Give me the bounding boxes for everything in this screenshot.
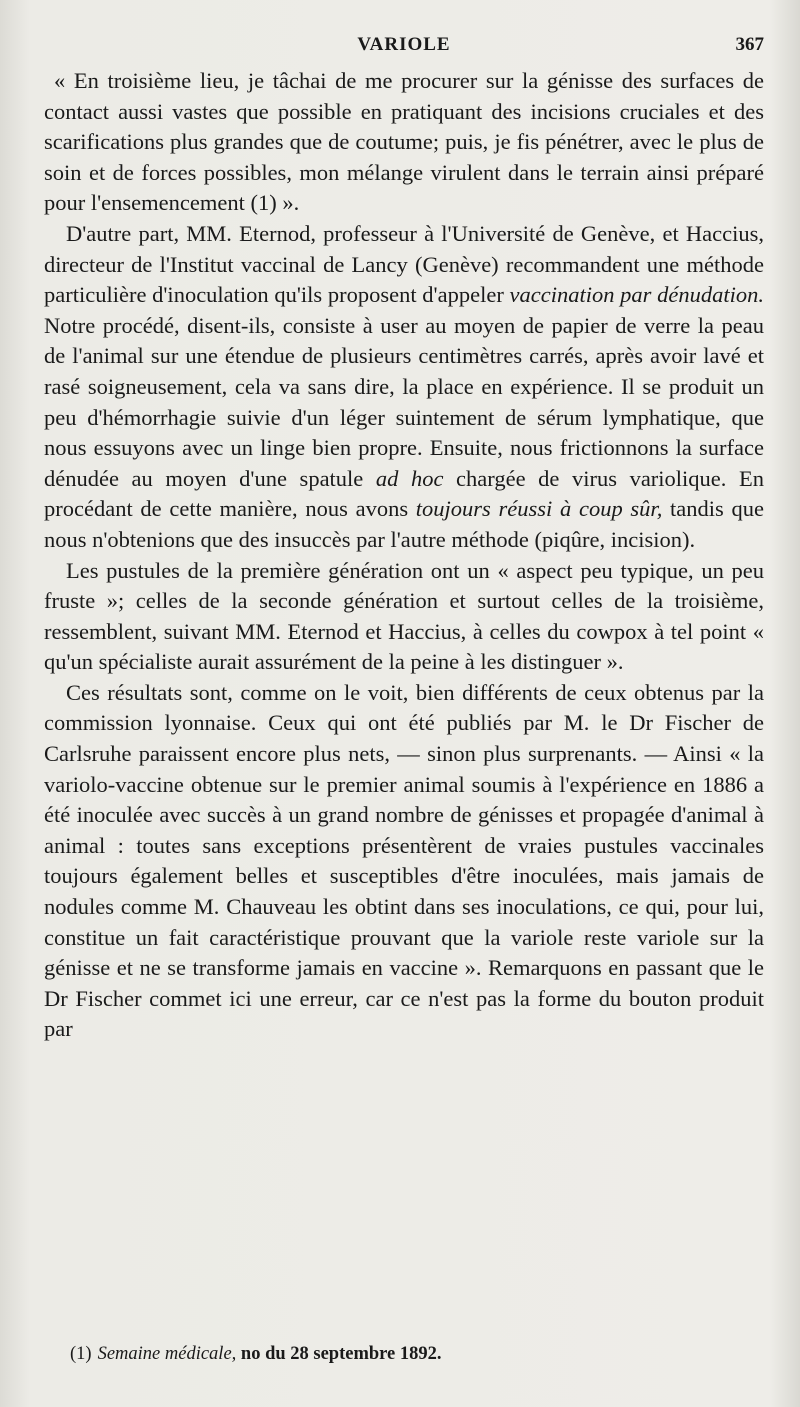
running-title: VARIOLE: [357, 34, 451, 55]
page-number: 367: [735, 34, 764, 55]
text-span: « En troisième lieu, je tâchai de me procurer sur la génisse des surfaces de contact aussi vastes que possible en pratiquant des incisions cruciales et des scarifications plus grandes que de coutume; puis, je fis pénétrer, avec le plus de soin et de forces possibles, mon mélange virulent dans le terrain ainsi préparé pour l'ensemencement (1) ».: [44, 68, 764, 216]
text-span: chargée de virus variolique. En procédant de cette manière, nous avons: [44, 465, 764, 522]
paragraph-2: [44, 219, 764, 556]
paragraph-4: [44, 678, 764, 1045]
footnote-number: (1): [70, 1344, 92, 1364]
italic-term: ad hoc: [375, 465, 444, 491]
text-span: Notre procédé, disent-ils, consiste à user au moyen de papier de verre la peau de l'animal sur une étendue de plusieurs centimètres carrés, après avoir lavé et rasé soigneusement, cela va sans dire, la place en expérience. Il se produit un peu d'hémorrhagie suivie d'un léger suintement de sérum lymphatique, que nous essuyons avec un linge bien propre. Ensuite, nous frictionnons la surface dénudée au moyen d'une spatule: [44, 312, 764, 491]
italic-term: toujours réussi à coup sûr,: [415, 496, 663, 522]
text-span: Les pustules de la première génération ont un « aspect peu typique, un peu fruste »; celles de la seconde génération et surtout celles de la troisième, ressemblent, suivant MM. Eternod et Haccius, à celles du cowpox à tel point « qu'un spécialiste aurait assurément de la peine à les distinguer ».: [44, 557, 764, 675]
paragraph-3: [44, 556, 764, 678]
text-span: D'autre part, MM. Eternod, professeur à l'Université de Genève, et Haccius, directeur de l'Institut vaccinal de Lancy (Genève) recommandent une méthode particulière d'inoculation qu'ils proposent d'appeler: [44, 220, 764, 308]
footnote-source-title: Semaine médicale,: [97, 1344, 237, 1364]
footnote-date: no du 28 septembre 1892.: [240, 1344, 442, 1364]
italic-term: vaccination par dénudation.: [509, 282, 764, 308]
paragraph-1: [44, 66, 764, 219]
footnote: [70, 1344, 442, 1365]
page-header: [44, 28, 764, 62]
text-span: Ces résultats sont, comme on le voit, bien différents de ceux obtenus par la commission lyonnaise. Ceux qui ont été publiés par M. le Dr Fischer de Carlsruhe paraissent encore plus nets, — sinon plus surprenants. — Ainsi « la variolo-vaccine obtenue sur le premier animal soumis à l'expérience en 1886 a été inoculée avec succès à un grand nombre de génisses et propagée d'animal à animal : toutes sans exceptions présentèrent de vraies pustules vaccinales toujours également belles et susceptibles d'être inoculées, mais jamais de nodules comme M. Chauveau les obtint dans ses inoculations, ce qui, pour lui, constitue un fait caractéristique prouvant que la variole reste variole sur la génisse et ne se transforme jamais en vaccine ». Remarquons en passant que le Dr Fischer commet ici une erreur, car ce n'est pas la forme du bouton produit par: [44, 679, 764, 1042]
body-text: [44, 66, 764, 1045]
text-span: tandis que nous n'obtenions que des insuccès par l'autre méthode (piqûre, incision).: [44, 496, 764, 552]
